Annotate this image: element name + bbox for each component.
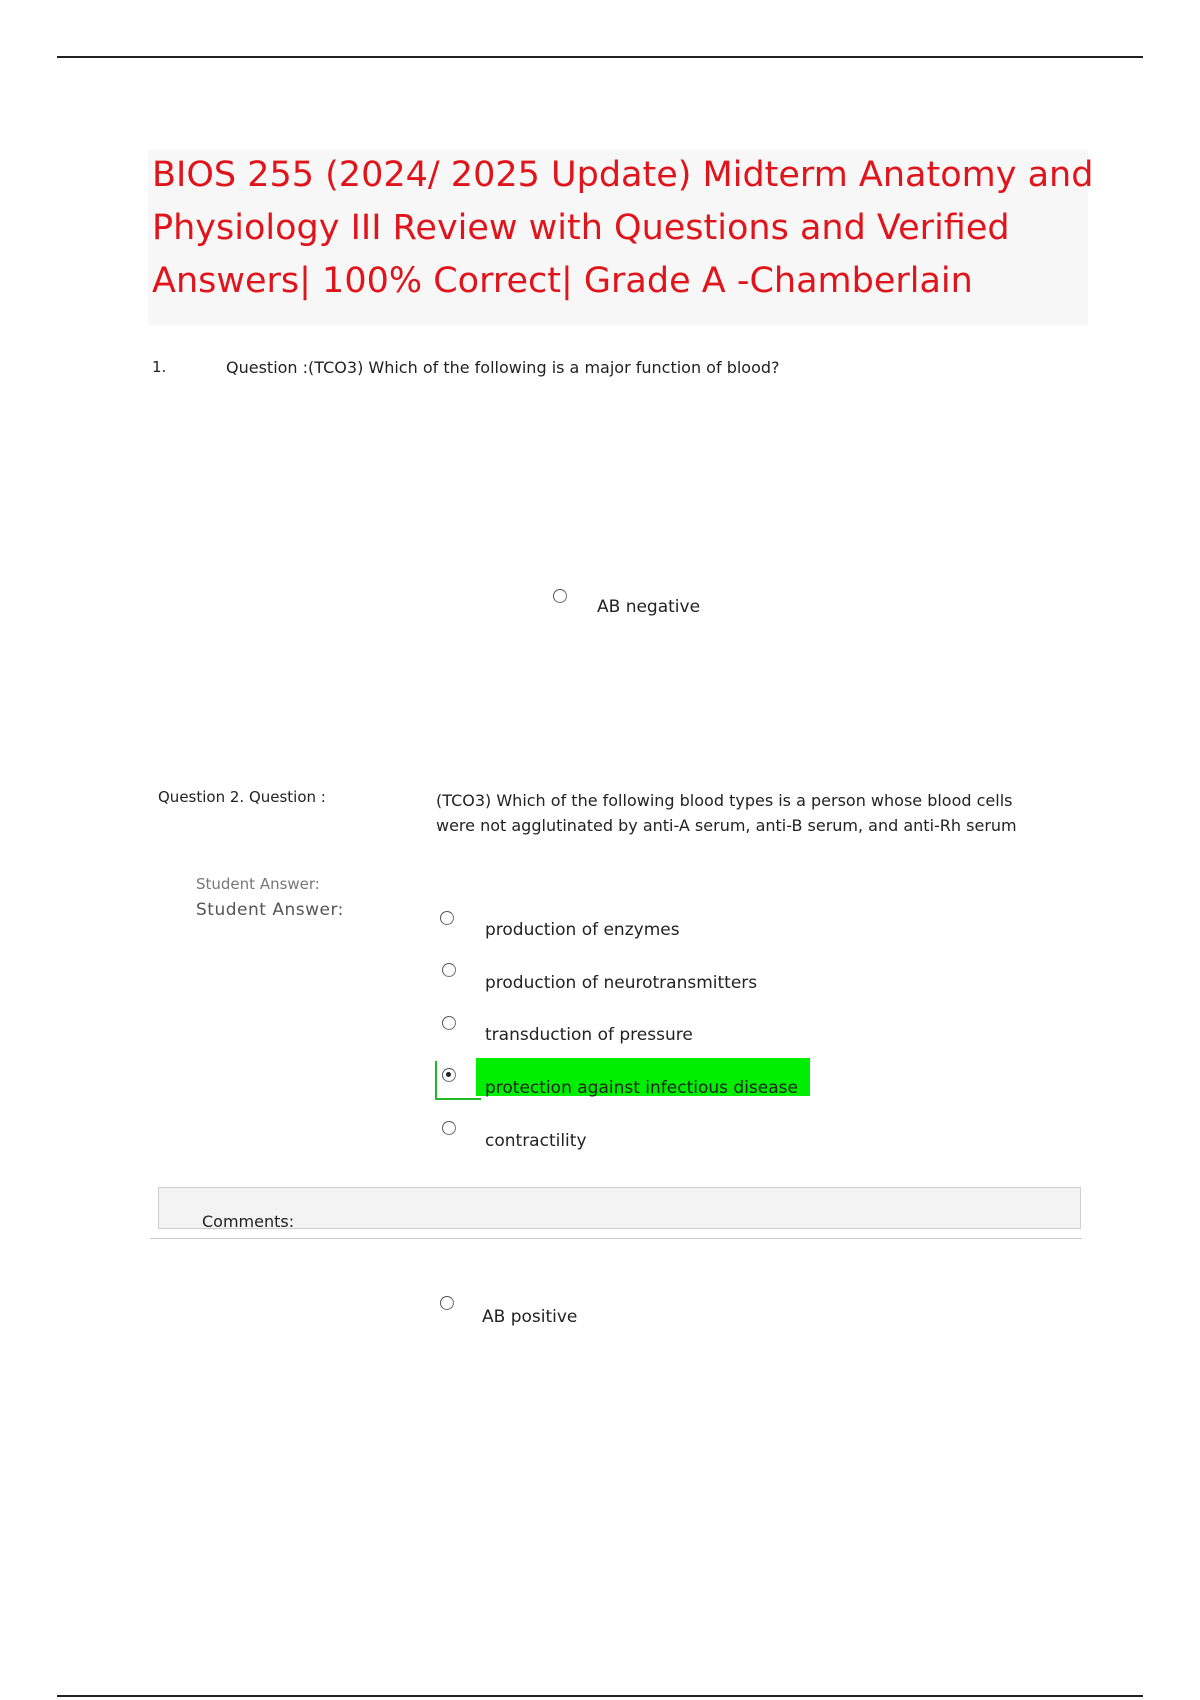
radio-option-1[interactable] [440, 911, 454, 925]
radio-option-3[interactable] [442, 1016, 456, 1030]
document-title-line-3: Answers| 100% Correct| Grade A -Chamberlain [152, 261, 973, 301]
question-2-text: (TCO3) Which of the following blood types is a person whose blood cells were not agglutinated by anti-A serum, anti-B serum, and anti-Rh serum [436, 791, 1017, 835]
correct-answer-marker [435, 1061, 481, 1100]
question-1-text: Question :(TCO3) Which of the following is a major function of blood? [226, 358, 780, 377]
document-title-line-1: BIOS 255 (2024/ 2025 Update) Midterm Anatomy and [152, 155, 1094, 195]
option-ab-positive-label: AB positive [482, 1307, 578, 1327]
top-rule [57, 56, 1143, 58]
bottom-rule [57, 1695, 1143, 1697]
radio-option-5[interactable] [442, 1121, 456, 1135]
option-label: transduction of pressure [485, 1025, 693, 1045]
document-title-line-2: Physiology III Review with Questions and Verified [152, 208, 1010, 248]
student-answer-label-small: Student Answer: [196, 875, 320, 893]
option-ab-negative-label: AB negative [597, 597, 701, 617]
comments-box [158, 1187, 1081, 1229]
student-answer-label: Student Answer: [196, 900, 344, 920]
option-label-selected: protection against infectious disease [485, 1078, 798, 1098]
radio-ab-positive[interactable] [440, 1296, 454, 1310]
question-1-number: 1. [152, 358, 167, 376]
option-label: production of enzymes [485, 920, 680, 940]
comments-divider [150, 1238, 1082, 1239]
option-label: contractility [485, 1131, 587, 1151]
option-label: production of neurotransmitters [485, 973, 758, 993]
question-2-label: Question 2. Question : [158, 788, 326, 806]
comments-label: Comments: [202, 1212, 295, 1231]
radio-ab-negative[interactable] [553, 589, 567, 603]
radio-option-4-selected[interactable] [442, 1068, 456, 1082]
radio-option-2[interactable] [442, 963, 456, 977]
